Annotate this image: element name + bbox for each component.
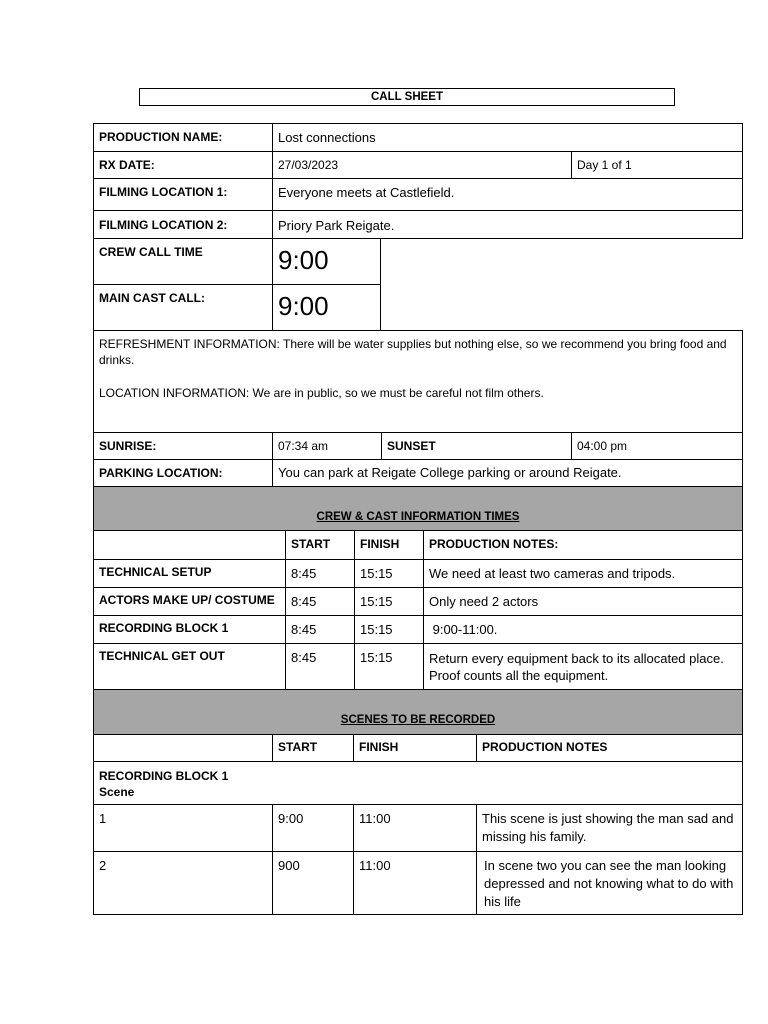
main-cast-label: MAIN CAST CALL: <box>93 284 273 331</box>
parking-label: PARKING LOCATION: <box>93 459 273 487</box>
scene-row-finish: 11:00 <box>353 851 477 915</box>
filming-location-1-label: FILMING LOCATION 1: <box>93 178 273 211</box>
scenes-header-finish: FINISH <box>353 734 477 762</box>
crew-row-notes: We need at least two cameras and tripods. <box>423 559 743 588</box>
scene-row-start: 9:00 <box>272 804 354 852</box>
scenes-header-notes: PRODUCTION NOTES <box>476 734 743 762</box>
sunset-value: 04:00 pm <box>571 432 743 460</box>
crew-row-notes: Only need 2 actors <box>423 587 743 616</box>
crew-section-title: CREW & CAST INFORMATION TIMES <box>316 511 520 523</box>
sunset-label: SUNSET <box>381 432 572 460</box>
crew-row-finish: 15:15 <box>354 587 424 616</box>
scenes-section-header <box>93 689 743 735</box>
scenes-section-title: SCENES TO BE RECORDED <box>340 714 496 726</box>
call-sheet-title: CALL SHEET <box>139 88 675 106</box>
recording-block-row <box>93 761 743 805</box>
crew-header-notes: PRODUCTION NOTES: <box>423 530 743 560</box>
crew-header-finish: FINISH <box>354 530 424 560</box>
rx-date-value: 27/03/2023 <box>272 151 572 179</box>
recording-block-label: RECORDING BLOCK 1 <box>99 769 229 783</box>
crew-row-finish: 15:15 <box>354 615 424 644</box>
scene-row-number: 2 <box>93 851 273 915</box>
crew-call-label: CREW CALL TIME <box>93 238 273 285</box>
crew-row-notes: 9:00-11:00. <box>423 615 743 644</box>
scene-label: Scene <box>99 785 135 799</box>
crew-row-notes: Return every equipment back to its allocated place. Proof counts all the equipment. <box>423 643 743 690</box>
info-notes <box>93 330 743 433</box>
parking-value: You can park at Reigate College parking or around Reigate. <box>272 459 743 487</box>
crew-row-task: ACTORS MAKE UP/ COSTUME <box>93 587 286 616</box>
filming-location-2-value: Priory Park Reigate. <box>272 210 743 239</box>
production-name-value: Lost connections <box>272 123 743 152</box>
crew-row-task: TECHNICAL GET OUT <box>93 643 286 690</box>
crew-call-value: 9:00 <box>272 238 381 285</box>
crew-header-start: START <box>285 530 355 560</box>
production-name-label: PRODUCTION NAME: <box>93 123 273 152</box>
crew-row-start: 8:45 <box>285 615 355 644</box>
day-count: Day 1 of 1 <box>571 151 743 179</box>
crew-row-finish: 15:15 <box>354 643 424 690</box>
scene-row-notes: In scene two you can see the man looking depressed and not knowing what to do with his life <box>476 851 743 915</box>
crew-row-start: 8:45 <box>285 559 355 588</box>
scene-row-notes: This scene is just showing the man sad and missing his family. <box>476 804 743 852</box>
crew-row-start: 8:45 <box>285 587 355 616</box>
refreshment-info: REFRESHMENT INFORMATION: There will be water supplies but nothing else, so we recommend you bring food and drinks. <box>99 337 727 367</box>
sunrise-label: SUNRISE: <box>93 432 273 460</box>
rx-date-label: RX DATE: <box>93 151 273 179</box>
filming-location-1-value: Everyone meets at Castlefield. <box>272 178 743 211</box>
crew-row-finish: 15:15 <box>354 559 424 588</box>
filming-location-2-label: FILMING LOCATION 2: <box>93 210 273 239</box>
sunrise-value: 07:34 am <box>272 432 382 460</box>
scene-row-number: 1 <box>93 804 273 852</box>
scenes-header-start: START <box>272 734 354 762</box>
crew-row-task: TECHNICAL SETUP <box>93 559 286 588</box>
scene-row-finish: 11:00 <box>353 804 477 852</box>
scene-row-start: 900 <box>272 851 354 915</box>
location-info: LOCATION INFORMATION: We are in public, so we must be careful not film others. <box>99 386 544 400</box>
main-cast-value: 9:00 <box>272 284 381 331</box>
crew-row-start: 8:45 <box>285 643 355 690</box>
crew-section-header <box>93 486 743 531</box>
crew-header-blank <box>93 530 286 560</box>
crew-row-task: RECORDING BLOCK 1 <box>93 615 286 644</box>
scenes-header-blank <box>93 734 273 762</box>
